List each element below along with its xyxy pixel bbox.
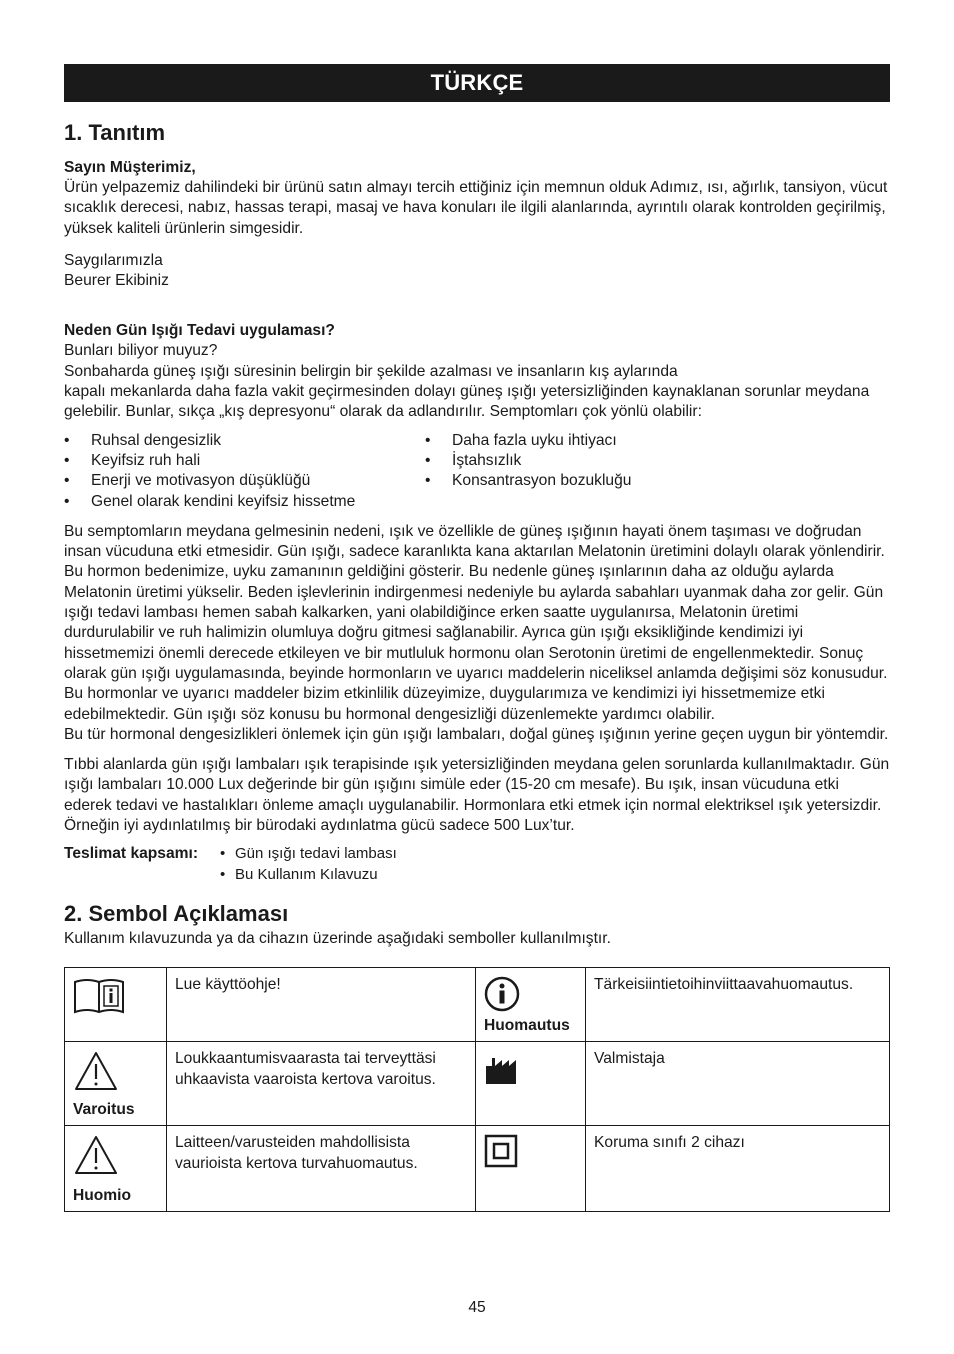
list-item: • Konsantrasyon bozukluğu: [425, 471, 631, 491]
intro-paragraph: Ürün yelpazemiz dahilindeki bir ürünü satın almayı tercih ettiğiniz için memnun olduk Adımız, ısı, ağırlık, tansiyon, vücut sıcaklık derecesi, nabız, hassas terapi, masaj ve hava konuları ile ilgili alanlarında, ayrıntılı olarak kontrolden geçirilmiş, yüksek kaliteli ürünlerin simgesidir.: [64, 179, 888, 237]
question-text: Bunları biliyor muyuz?: [64, 342, 218, 360]
protection-class-2-icon: [484, 1134, 518, 1168]
symbol-cell: [65, 968, 167, 1042]
manufacturer-icon: [484, 1056, 518, 1086]
symbol-cell: [65, 1126, 167, 1212]
symbol-description: Lue käyttöohje!: [167, 968, 476, 1042]
delivery-label: Teslimat kapsamı:: [64, 845, 199, 863]
team-signature: Beurer Ekibiniz: [64, 272, 169, 290]
table-row: [65, 968, 890, 1042]
greeting: Sayın Müşterimiz,: [64, 159, 196, 176]
table-row: [65, 1126, 890, 1212]
list-item: • Genel olarak kendini keyifsiz hissetme: [64, 492, 425, 512]
symbol-cell: [476, 1126, 586, 1212]
symbol-label: Varoitus: [73, 1100, 135, 1118]
section-1-title: 1. Tanıtım: [64, 120, 166, 145]
daylight-subheading: Neden Gün Işığı Tedavi uygulaması?: [64, 322, 335, 340]
section-2-title: 2. Sembol Açıklaması: [64, 900, 289, 926]
symptom-list: [64, 431, 890, 512]
list-item: • İştahsızlık: [425, 451, 631, 471]
symbol-description: Koruma sınıfı 2 cihazı: [586, 1126, 890, 1212]
list-item: • Ruhsal dengesizlik: [64, 431, 425, 451]
page-number: 45: [468, 1299, 486, 1316]
manual-info-icon: [73, 978, 125, 1016]
symbol-table: [64, 967, 890, 1212]
list-item: • Bu Kullanım Kılavuzu: [220, 865, 397, 885]
symbol-description: Tärkeisiintietoihinviittaavahuomautus.: [586, 968, 890, 1042]
delivery-list: [220, 844, 397, 885]
symbol-label: Huomautus: [484, 1016, 570, 1034]
prevention-paragraph: Bu tür hormonal dengesizlikleri önlemek için gün ışığı lambaları, doğal güneş ışığının yerine geçen uygun bir yöntemdir.: [64, 725, 889, 743]
warning-triangle-icon: [73, 1050, 119, 1092]
manual-page: [64, 64, 890, 1212]
cause-paragraph: Bu semptomların meydana gelmesinin nedeni, ışık ve özellikle de güneş ışığının hayati önem taşıması ve doğrudan insan vücuduna etki etmesidir. Gün ışığı, sadece karanlıkta kana aktarılan Melatonin üretimini dolaylı olarak yönlendirir. Bu hormon bedenimize, uyku zamanının geldiğini gösterir. Bu nedenle güneş ışınlarının daha az olduğu aylarda Melatonin üretimi yükselir. Beden işlevlerinin indirgenmesi nedeniyle bu aylarda sabahları uyanmak daha zor gelir. Gün ışığı tedavi lambası hemen sabah kalkarken, yani olabildiğince erken saatte uygulanırsa, Melatonin üretimi durdurulabilir ve ruh halimizin olumluya doğru gitmesi sağlanabilir. Ayrıca gün ışığı eksikliğinde kendimizi iyi hissetmemizi önemli derecede etkileyen ve bir mutluluk hormonu olan Serotonin üretimi de engellenmektedir. Sonuç olarak gün ışığı uygulamasında, beyinde hormonların ve uyarıcı maddelerin niceliksel anlamda değişimi söz konusudur. Bu hormonlar ve uyarıcı maddeler bizim etkinlilik düzeyimize, duygularımıza ve kendimizi iyi hissetmemize etki edebilmektedir. Gün ışığı söz konusu bu hormonal dengesizliği düzenlemekte yardımcı olabilir.: [64, 522, 888, 723]
info-circle-icon: [484, 976, 520, 1012]
language-header: TÜRKÇE: [64, 64, 890, 102]
table-row: [65, 1042, 890, 1126]
symbol-description: Valmistaja: [586, 1042, 890, 1126]
list-item: • Daha fazla uyku ihtiyacı: [425, 431, 631, 451]
symbol-description: Loukkaantumisvaarasta tai terveyttäsi uhkaavista vaaroista kertova varoitus.: [167, 1042, 476, 1126]
symbols-intro: Kullanım kılavuzunda ya da cihazın üzerinde aşağıdaki semboller kullanılmıştır.: [64, 929, 611, 947]
symbol-cell: [476, 1042, 586, 1126]
symbol-description: Laitteen/varusteiden mahdollisista vaurioista kertova turvahuomautus.: [167, 1126, 476, 1212]
list-item: • Keyifsiz ruh hali: [64, 451, 425, 471]
medical-use-paragraph: Tıbbi alanlarda gün ışığı lambaları ışık terapisinde ışık yetersizliğinden meydana gelen sorunlarda kullanılmaktadır. Gün ışığı lambaları 10.000 Lux değerinde bir gün ışığını simüle eder (15-20 cm mesafe). Bu ışık, insan vücuduna etki ederek tedavi ve hastalıkları önleme amaçlı uygulanabilir. Hormonlara etki etmek için normal elektriksel ışık yetersizdir. Örneğin iyi aydınlatılmış bir bürodaki aydınlatma gücü sadece 500 Lux’tur.: [64, 756, 890, 835]
delivery-scope: [64, 844, 890, 885]
symptom-column-2: [425, 431, 631, 512]
symbol-label: Huomio: [73, 1186, 132, 1204]
autumn-paragraph-line1: Sonbaharda güneş ışığı süresinin belirgin bir şekilde azalması ve insanların kış aylarında: [64, 362, 678, 380]
regards-text: Saygılarımızla: [64, 251, 163, 269]
symbol-cell: [476, 968, 586, 1042]
list-item: • Gün ışığı tedavi lambası: [220, 844, 397, 864]
symbol-cell: [65, 1042, 167, 1126]
autumn-paragraph-rest: kapalı mekanlarda daha fazla vakit geçirmesinden dolayı güneş ışığı yetersizliğinden kaynaklanan sorunlar meydana gelebilir. Bunlar, sıkça „kış depresyonu“ olarak da adlandırılır. Semptomları çok yönlü olabilir:: [64, 383, 870, 421]
list-item: • Enerji ve motivasyon düşüklüğü: [64, 471, 425, 491]
caution-triangle-icon: [73, 1134, 119, 1176]
symptom-column-1: [64, 431, 425, 512]
